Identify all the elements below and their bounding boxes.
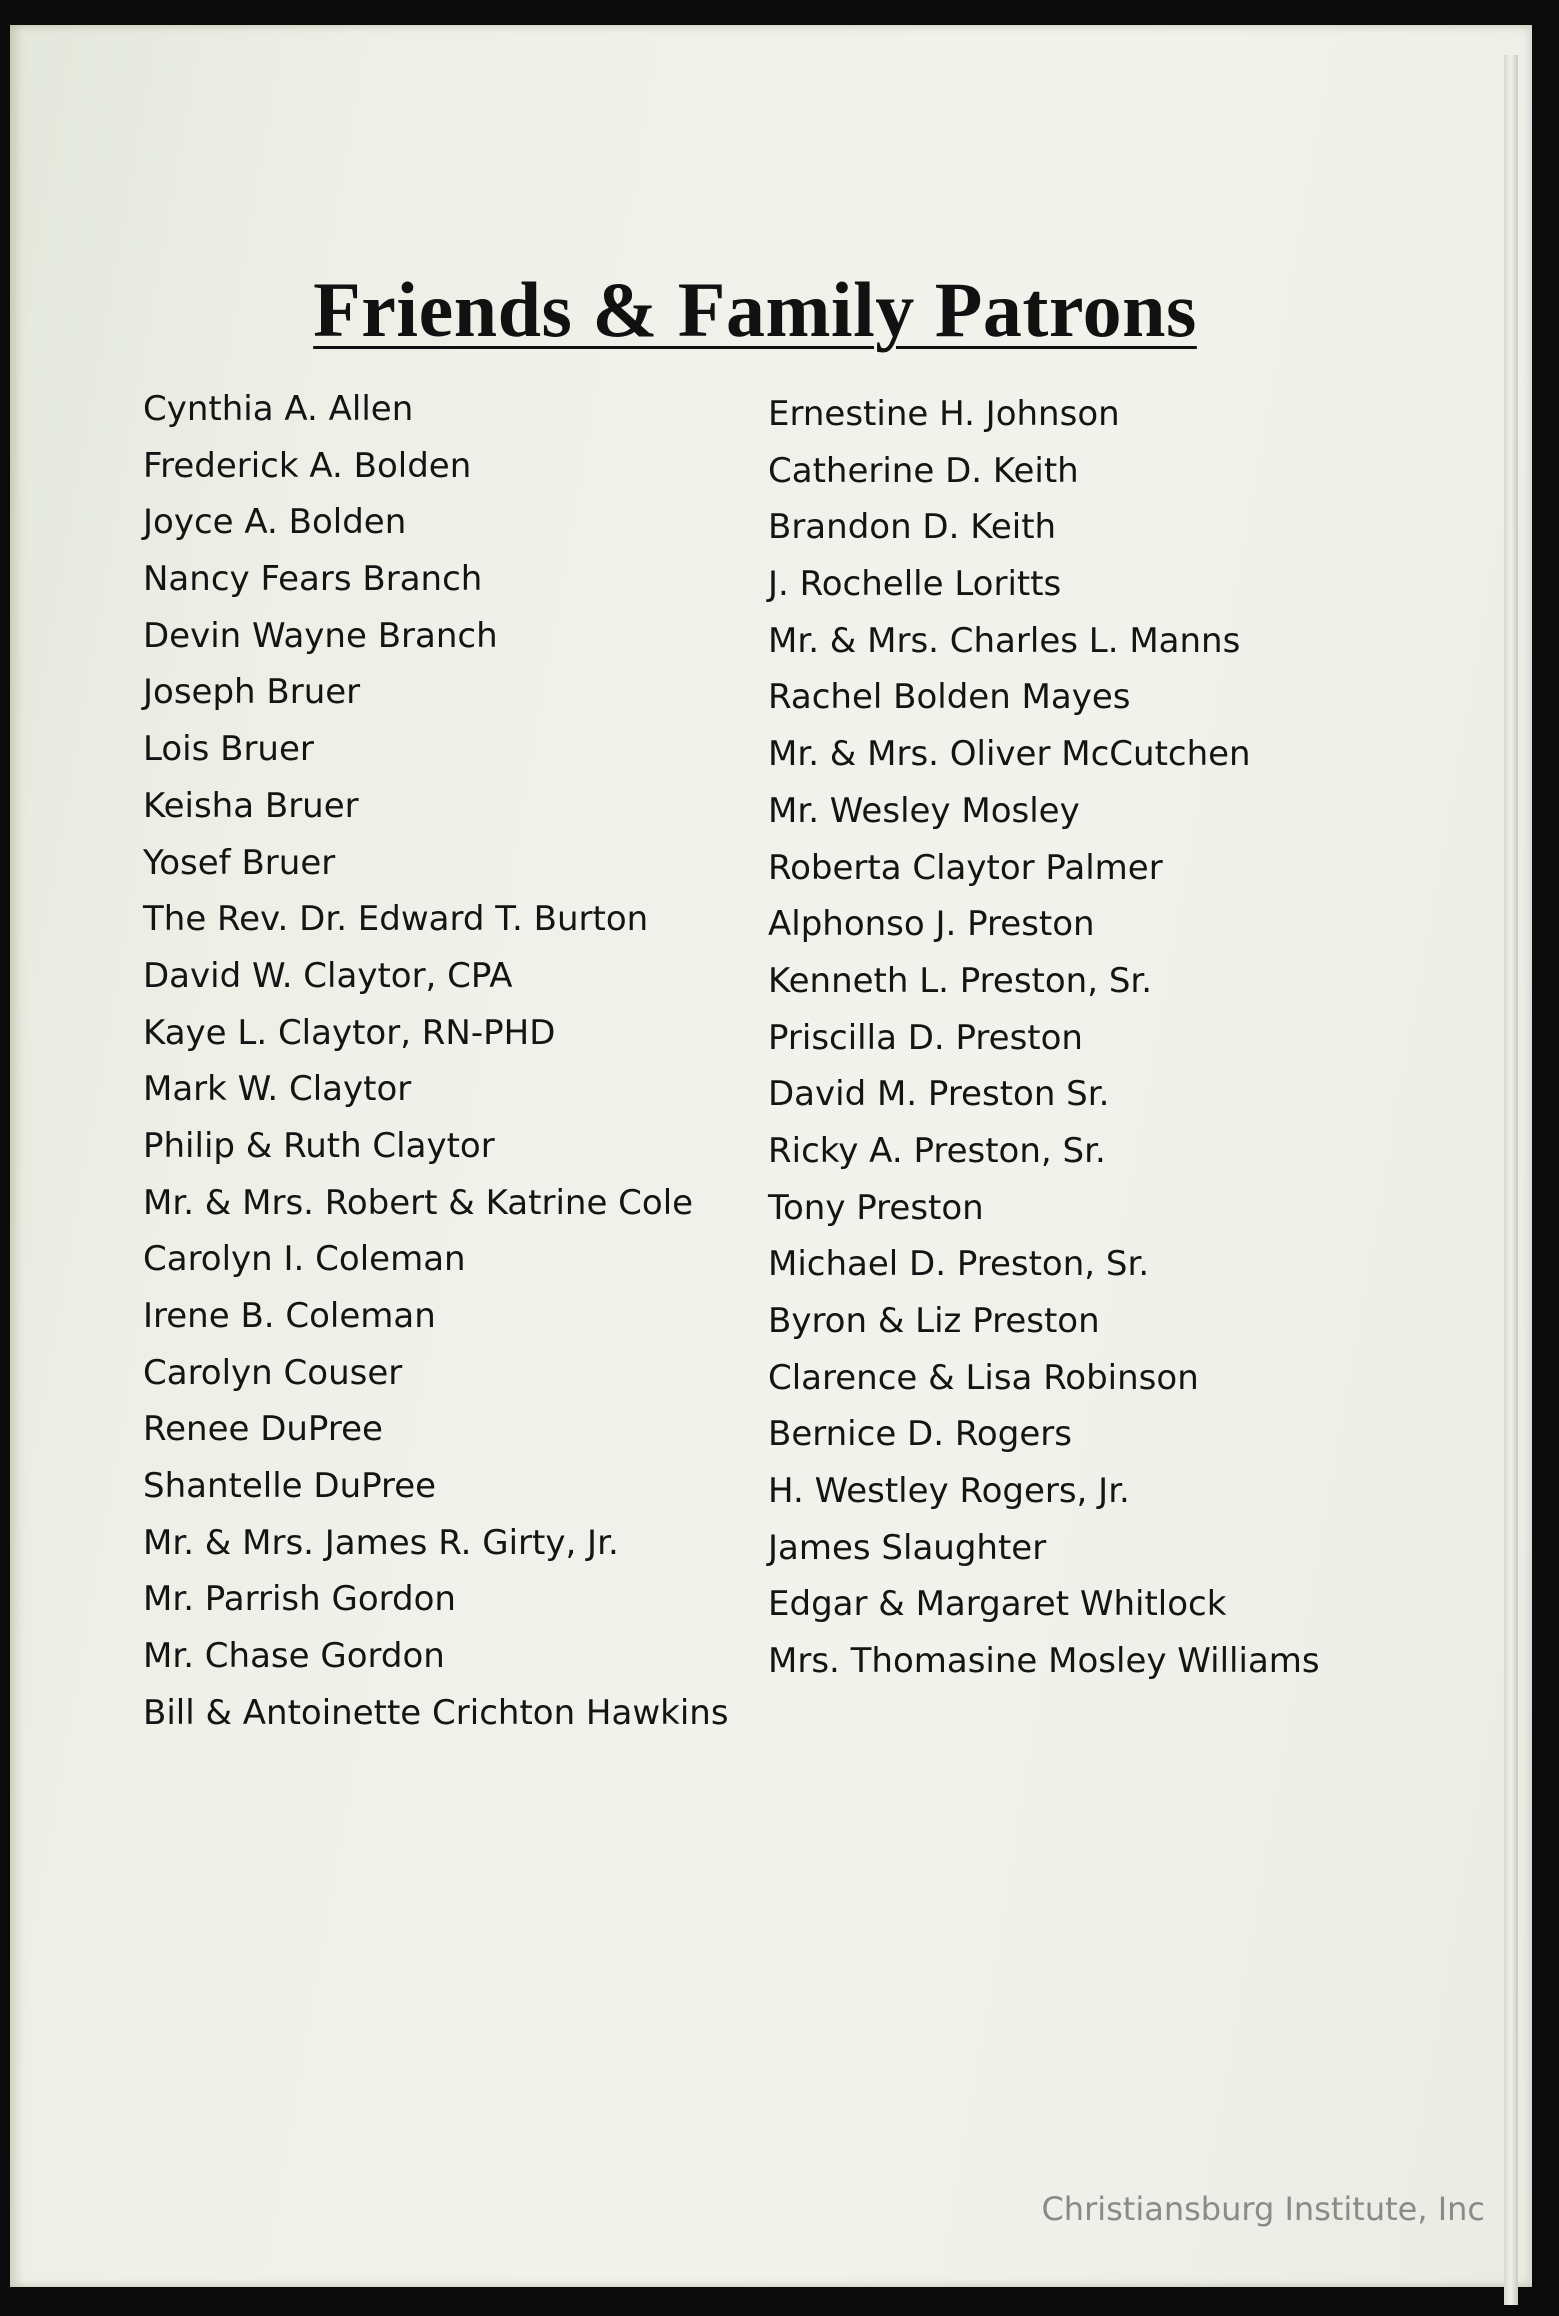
patron-name: Carolyn I. Coleman xyxy=(143,1239,466,1280)
patron-name: Alphonso J. Preston xyxy=(768,904,1095,945)
patron-name: Frederick A. Bolden xyxy=(143,445,472,486)
patron-name: Bernice D. Rogers xyxy=(768,1414,1072,1455)
page-edge xyxy=(1504,55,1518,2305)
patron-name: Mr. & Mrs. James R. Girty, Jr. xyxy=(143,1522,619,1563)
patron-list-right xyxy=(768,386,1320,1690)
patron-name: Mr. Parrish Gordon xyxy=(143,1579,456,1620)
patron-name: Mr. Chase Gordon xyxy=(143,1636,445,1677)
patron-name: J. Rochelle Loritts xyxy=(768,564,1062,605)
patron-name: Mark W. Claytor xyxy=(143,1069,412,1110)
patron-name: David W. Claytor, CPA xyxy=(143,955,513,996)
patron-name: Tony Preston xyxy=(768,1187,984,1228)
patron-name: The Rev. Dr. Edward T. Burton xyxy=(143,899,649,940)
patron-name: Ricky A. Preston, Sr. xyxy=(768,1130,1106,1171)
patron-name: Joseph Bruer xyxy=(143,672,361,713)
patron-name: Cynthia A. Allen xyxy=(143,389,414,429)
watermark: Christiansburg Institute, Inc xyxy=(1041,2190,1485,2228)
patron-list-left xyxy=(143,381,729,1742)
patron-name: Lois Bruer xyxy=(143,729,314,770)
page-title-text: Friends & Family Patrons xyxy=(313,266,1197,354)
document-page xyxy=(10,25,1532,2287)
patron-name: Carolyn Couser xyxy=(143,1352,403,1393)
patron-name: Philip & Ruth Claytor xyxy=(143,1125,495,1166)
patron-name: Mr. & Mrs. Oliver McCutchen xyxy=(768,734,1251,775)
patron-name: Priscilla D. Preston xyxy=(768,1017,1083,1058)
patron-name: Yosef Bruer xyxy=(143,842,336,883)
patron-name: Edgar & Margaret Whitlock xyxy=(768,1584,1227,1625)
patron-name: Mrs. Thomasine Mosley Williams xyxy=(768,1641,1320,1682)
patron-name: Ernestine H. Johnson xyxy=(768,394,1120,434)
patron-name: Byron & Liz Preston xyxy=(768,1301,1100,1341)
patron-name: Michael D. Preston, Sr. xyxy=(768,1244,1150,1285)
patron-name: Brandon D. Keith xyxy=(768,507,1057,548)
patron-name: Shantelle DuPree xyxy=(143,1466,437,1507)
patron-name: Mr. & Mrs. Robert & Katrine Cole xyxy=(143,1182,694,1223)
patron-name: Kenneth L. Preston, Sr. xyxy=(768,960,1153,1001)
page-title xyxy=(10,265,1500,355)
patron-name: Mr. & Mrs. Charles L. Manns xyxy=(768,620,1241,661)
patron-name: Catherine D. Keith xyxy=(768,450,1079,491)
patron-name: Keisha Bruer xyxy=(143,785,359,826)
patron-name: Irene B. Coleman xyxy=(143,1296,436,1336)
patron-name: Joyce A. Bolden xyxy=(143,502,407,543)
patron-name: Bill & Antoinette Crichton Hawkins xyxy=(143,1692,729,1733)
patron-name: Devin Wayne Branch xyxy=(143,615,498,656)
patron-name: Roberta Claytor Palmer xyxy=(768,847,1163,888)
patron-name: David M. Preston Sr. xyxy=(768,1074,1110,1115)
patron-name: H. Westley Rogers, Jr. xyxy=(768,1471,1130,1512)
patron-name: Nancy Fears Branch xyxy=(143,559,483,600)
patron-name: Clarence & Lisa Robinson xyxy=(768,1357,1199,1398)
patron-name: James Slaughter xyxy=(768,1527,1047,1568)
patron-name: Kaye L. Claytor, RN-PHD xyxy=(143,1012,556,1053)
patron-name: Mr. Wesley Mosley xyxy=(768,790,1080,831)
patron-name: Rachel Bolden Mayes xyxy=(768,677,1131,718)
patron-name: Renee DuPree xyxy=(143,1409,383,1450)
